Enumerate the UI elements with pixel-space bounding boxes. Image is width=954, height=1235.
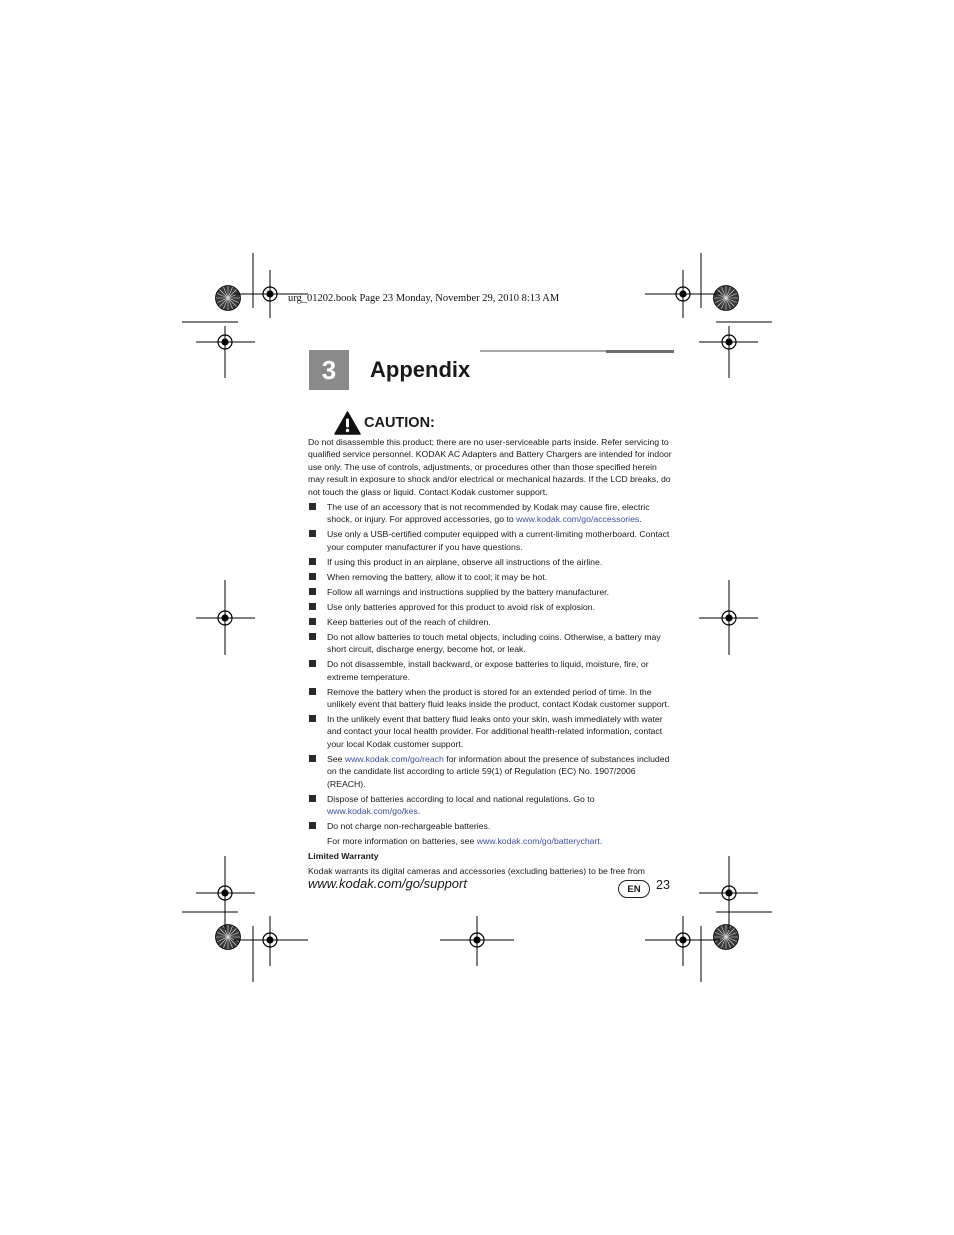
- battery-info-end: .: [599, 836, 603, 847]
- bullet-square-icon: [309, 503, 316, 510]
- bullet-square-icon: [309, 530, 316, 537]
- list-item-text-end: .: [417, 806, 421, 817]
- bullet-square-icon: [309, 633, 316, 640]
- list-item: [308, 820, 674, 832]
- appendix-body: [308, 436, 674, 877]
- list-item-link[interactable]: www.kodak.com/go/kes: [327, 806, 418, 817]
- list-item-text-end: .: [639, 514, 642, 525]
- footer-support-url[interactable]: www.kodak.com/go/support: [308, 876, 467, 891]
- list-item: [308, 616, 674, 628]
- batterychart-link[interactable]: www.kodak.com/go/batterychart: [476, 836, 600, 847]
- list-item: [308, 528, 674, 553]
- list-item-text: In the unlikely event that battery fluid leaks onto your skin, wash immediately with water and contact your local health provider. For additional health-related information, contact your local Kodak customer support.: [327, 714, 663, 749]
- list-item: [308, 601, 674, 613]
- warning-triangle-icon: [334, 411, 361, 435]
- list-item: [308, 713, 674, 750]
- battery-info-text: For more information on batteries, see: [327, 836, 477, 847]
- chapter-number: 3: [309, 350, 349, 390]
- bullet-square-icon: [309, 573, 316, 580]
- print-slug: urg_01202.book Page 23 Monday, November 29, 2010 8:13 AM: [288, 293, 560, 304]
- list-item: [308, 686, 674, 711]
- caution-list: [308, 501, 674, 832]
- bullet-square-icon: [309, 822, 316, 829]
- bullet-square-icon: [309, 715, 316, 722]
- list-item-text: Do not disassemble, install backward, or expose batteries to liquid, moisture, fire, or extreme temperature.: [327, 659, 649, 682]
- list-item-text: If using this product in an airplane, observe all instructions of the airline.: [327, 556, 603, 567]
- bullet-square-icon: [309, 588, 316, 595]
- list-item: [308, 501, 674, 526]
- list-item: [308, 631, 674, 656]
- list-item-text-end: for information about the presence of substances included on the candidate list according to article 59(1) of Regulation (EC) No. 1907/2006 (REACH).: [327, 753, 670, 789]
- list-item-text: Use only a USB-certified computer equipped with a current-limiting motherboard. Contact your computer manufacturer if you have questions.: [327, 529, 670, 552]
- list-item-text: The use of an accessory that is not recommended by Kodak may cause fire, electric shock, or injury. For approved accessories, go to: [327, 502, 650, 525]
- list-item-link[interactable]: www.kodak.com/go/reach: [344, 753, 444, 764]
- list-item: [308, 658, 674, 683]
- list-item: [308, 586, 674, 598]
- page-title: Appendix: [370, 357, 471, 382]
- bullet-square-icon: [309, 755, 316, 762]
- language-badge: EN: [618, 880, 650, 898]
- list-item-text: When removing the battery, allow it to cool; it may be hot.: [327, 571, 548, 582]
- list-item-link[interactable]: www.kodak.com/go/accessories: [516, 514, 640, 525]
- list-item-text: Remove the battery when the product is stored for an extended period of time. In the unlikely event that battery fluid leaks inside the product, contact Kodak customer support.: [327, 686, 670, 710]
- list-item-text: Do not charge non-rechargeable batteries.: [327, 821, 491, 832]
- header-rule-accent: [606, 350, 674, 353]
- bullet-square-icon: [309, 795, 316, 802]
- bullet-square-icon: [309, 618, 316, 625]
- list-item: [308, 753, 674, 790]
- warranty-text: Kodak warrants its digital cameras and accessories (excluding batteries) to be free from: [308, 865, 646, 876]
- caution-label: CAUTION:: [364, 415, 435, 431]
- list-item-text: Use only batteries approved for this product to avoid risk of explosion.: [327, 601, 596, 612]
- list-item-text: Keep batteries out of the reach of children.: [327, 616, 491, 627]
- list-item-text: Do not allow batteries to touch metal objects, including coins. Otherwise, a battery may short circuit, discharge energy, become hot, or leak.: [327, 631, 661, 655]
- warranty-heading: Limited Warranty: [308, 850, 379, 861]
- battery-info-line: [308, 835, 674, 847]
- bullet-square-icon: [309, 558, 316, 565]
- caution-intro: Do not disassemble this product; there are no user-serviceable parts inside. Refer servicing to qualified service personnel. KODAK AC Adapters and Battery Chargers are intended for indoor use only. The use of controls, adjustments, or procedures other than those specified herein may result in exposure to shock and/or electrical or mechanical hazards. If the LCD breaks, do not touch the glass or liquid. Contact Kodak customer support.: [308, 437, 672, 497]
- bullet-square-icon: [309, 688, 316, 695]
- page-number: 23: [656, 878, 670, 892]
- list-item: [308, 571, 674, 583]
- caution-heading: [334, 411, 435, 435]
- list-item-text: Dispose of batteries according to local and national regulations. Go to: [327, 793, 595, 804]
- bullet-square-icon: [309, 603, 316, 610]
- list-item: [308, 556, 674, 568]
- list-item-text: See: [327, 753, 345, 764]
- list-item: [308, 793, 674, 818]
- bullet-square-icon: [309, 660, 316, 667]
- list-item-text: Follow all warnings and instructions supplied by the battery manufacturer.: [327, 586, 610, 597]
